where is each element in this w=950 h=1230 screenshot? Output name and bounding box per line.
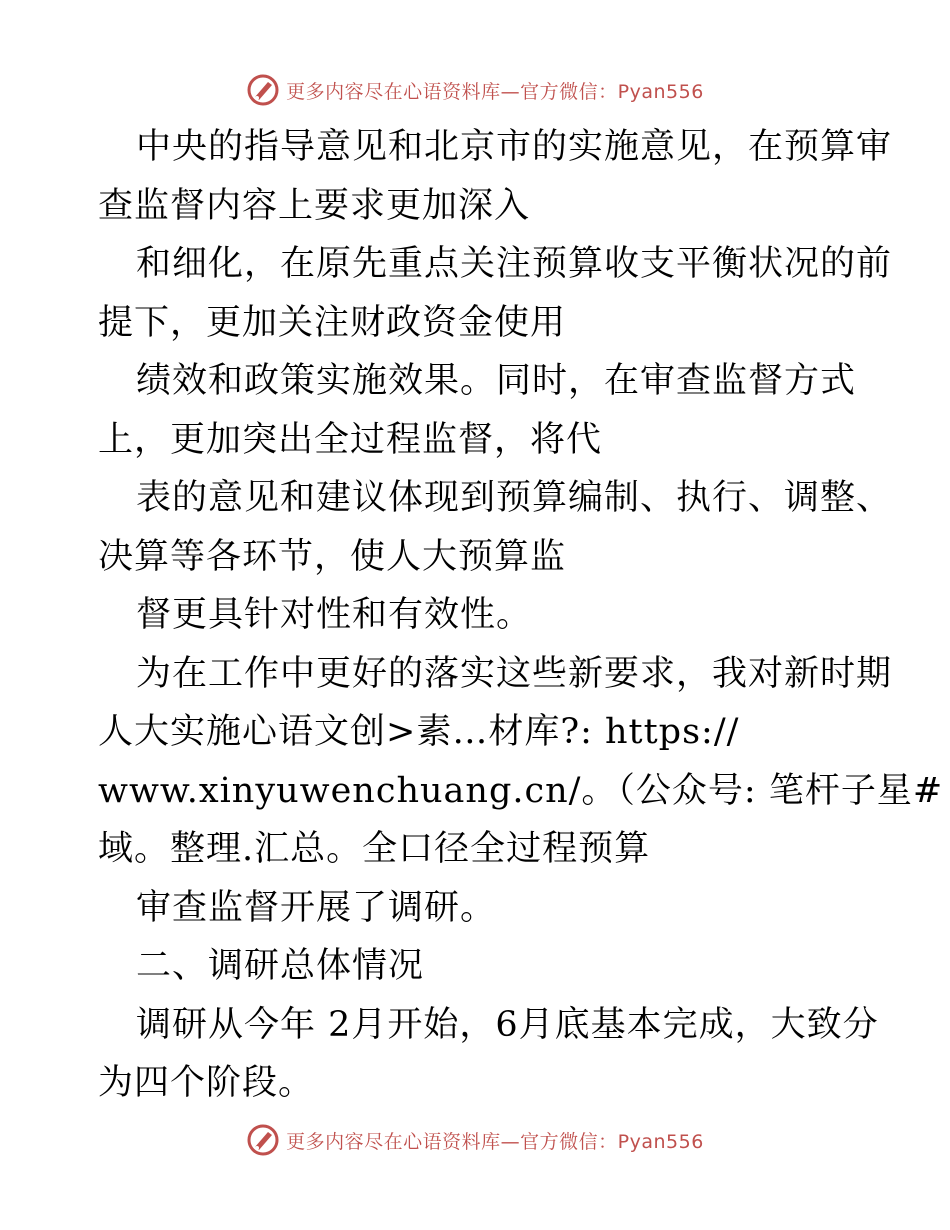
text-line: 审查监督开展了调研。 (136, 887, 497, 928)
text-line: 绩效和政策实施效果。同时，在审查监督方式 (136, 361, 857, 401)
document-body (98, 118, 944, 1113)
footer-banner (0, 1120, 950, 1160)
pen-logo-icon (246, 73, 280, 107)
text-line: 中央的指导意见和北京市的实施意见，在预算审 (136, 127, 893, 167)
text-line: 为四个阶段。 (98, 1063, 315, 1103)
header-banner-text: 更多内容尽在心语资料库—官方微信：Pyan556 (286, 80, 704, 103)
text-line: 表的意见和建议体现到预算编制、执行、调整、 (136, 478, 893, 518)
text-line: www.xinyuwenchuang.cn/。（公众号: 笔杆子星# (98, 770, 944, 811)
section-heading: 二、调研总体情况 (136, 946, 425, 986)
text-line: 上，更加突出全过程监督，将代 (98, 419, 603, 460)
header-banner (0, 70, 950, 110)
footer-banner-text: 更多内容尽在心语资料库—官方微信：Pyan556 (286, 1130, 704, 1153)
text-line: 和细化，在原先重点关注预算收支平衡状况的前 (136, 244, 893, 284)
pen-logo-icon (246, 1123, 280, 1157)
text-line: 决算等各环节，使人大预算监 (98, 536, 567, 577)
text-line: 域。整理.汇总。全口径全过程预算 (98, 829, 651, 869)
text-line: 人大实施心语文创>素…材库?: https:// (98, 712, 740, 752)
text-line: 查监督内容上要求更加深入 (98, 185, 531, 226)
text-line: 为在工作中更好的落实这些新要求，我对新时期 (136, 653, 893, 694)
text-line: 调研从今年 2月开始，6月底基本完成，大致分 (136, 1004, 879, 1045)
text-line: 提下，更加关注财政资金使用 (98, 302, 567, 343)
text-line: 督更具针对性和有效性。 (136, 595, 533, 635)
